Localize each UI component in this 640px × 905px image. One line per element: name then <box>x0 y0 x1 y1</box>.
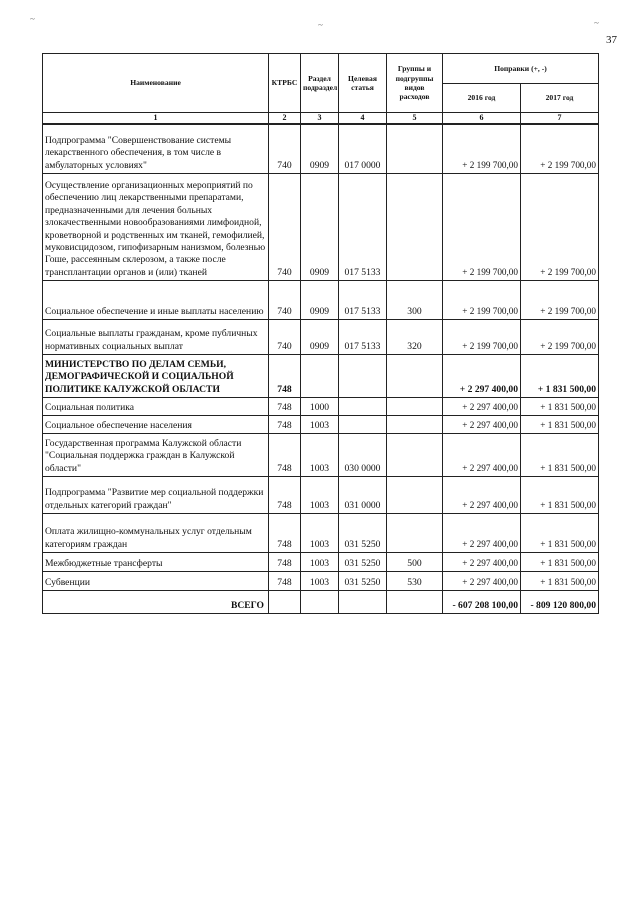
row-name: Подпрограмма "Развитие мер социальной поддержки отдельных категорий граждан" <box>43 477 269 514</box>
row-amount-2016: + 2 199 700,00 <box>443 281 521 320</box>
row-group <box>387 174 443 281</box>
header-groups: Группы и подгруппы видов расходов <box>387 54 443 113</box>
row-amount-2017: + 1 831 500,00 <box>521 514 599 553</box>
column-number-row <box>43 113 599 125</box>
row-amount-2016: + 2 297 400,00 <box>443 514 521 553</box>
row-section: 1003 <box>301 514 339 553</box>
row-name: Межбюджетные трансферты <box>43 553 269 572</box>
total-label: ВСЕГО <box>43 591 269 614</box>
row-amount-2017: + 1 831 500,00 <box>521 553 599 572</box>
row-ktrbs: 748 <box>269 553 301 572</box>
total-row <box>43 591 599 614</box>
row-section: 1003 <box>301 416 339 434</box>
row-ktrbs: 748 <box>269 572 301 591</box>
row-ktrbs: 740 <box>269 281 301 320</box>
row-amount-2016: + 2 297 400,00 <box>443 553 521 572</box>
table-row <box>43 572 599 591</box>
total-empty-cell <box>269 591 301 614</box>
row-target: 031 5250 <box>339 553 387 572</box>
total-empty-cell <box>339 591 387 614</box>
row-target: 017 5133 <box>339 281 387 320</box>
row-amount-2016: + 2 199 700,00 <box>443 124 521 174</box>
row-amount-2017: + 1 831 500,00 <box>521 355 599 398</box>
row-amount-2016: + 2 297 400,00 <box>443 355 521 398</box>
scan-speck: ~ <box>30 14 35 24</box>
row-section: 1003 <box>301 572 339 591</box>
row-name: МИНИСТЕРСТВО ПО ДЕЛАМ СЕМЬИ, ДЕМОГРАФИЧЕСКОЙ И СОЦИАЛЬНОЙ ПОЛИТИКЕ КАЛУЖСКОЙ ОБЛАСТИ <box>43 355 269 398</box>
row-section: 0909 <box>301 124 339 174</box>
row-ktrbs: 740 <box>269 174 301 281</box>
row-amount-2017: + 2 199 700,00 <box>521 320 599 355</box>
row-target: 017 0000 <box>339 124 387 174</box>
row-ktrbs: 748 <box>269 355 301 398</box>
table-row <box>43 281 599 320</box>
row-section: 1003 <box>301 477 339 514</box>
total-2017: - 809 120 800,00 <box>521 591 599 614</box>
row-name: Субвенции <box>43 572 269 591</box>
row-target: 030 0000 <box>339 434 387 477</box>
row-group <box>387 477 443 514</box>
table-row <box>43 416 599 434</box>
column-number: 1 <box>43 113 269 125</box>
row-amount-2016: + 2 297 400,00 <box>443 434 521 477</box>
row-name: Социальное обеспечение и иные выплаты населению <box>43 281 269 320</box>
row-target: 017 5133 <box>339 320 387 355</box>
total-2016: - 607 208 100,00 <box>443 591 521 614</box>
row-target: 017 5133 <box>339 174 387 281</box>
table-row <box>43 124 599 174</box>
scan-speck: ~ <box>318 20 323 30</box>
row-target: 031 5250 <box>339 514 387 553</box>
table-row <box>43 174 599 281</box>
row-target <box>339 355 387 398</box>
row-amount-2016: + 2 199 700,00 <box>443 320 521 355</box>
row-group <box>387 514 443 553</box>
table-row <box>43 514 599 553</box>
row-group <box>387 124 443 174</box>
row-target <box>339 398 387 416</box>
row-group: 320 <box>387 320 443 355</box>
row-ktrbs: 740 <box>269 320 301 355</box>
row-ktrbs: 748 <box>269 477 301 514</box>
row-name: Оплата жилищно-коммунальных услуг отдельным категориям граждан <box>43 514 269 553</box>
table-row <box>43 320 599 355</box>
header-amendments: Поправки (+, -) <box>443 54 599 84</box>
header-name: Наименование <box>43 54 269 113</box>
column-number: 4 <box>339 113 387 125</box>
row-section: 0909 <box>301 281 339 320</box>
row-group <box>387 416 443 434</box>
row-amount-2017: + 2 199 700,00 <box>521 281 599 320</box>
page-number: 37 <box>606 34 617 46</box>
row-amount-2017: + 1 831 500,00 <box>521 416 599 434</box>
row-amount-2016: + 2 297 400,00 <box>443 572 521 591</box>
row-amount-2016: + 2 297 400,00 <box>443 398 521 416</box>
row-name: Государственная программа Калужской области "Социальная поддержка граждан в Калужской области" <box>43 434 269 477</box>
total-empty-cell <box>301 591 339 614</box>
row-amount-2016: + 2 297 400,00 <box>443 416 521 434</box>
row-ktrbs: 748 <box>269 398 301 416</box>
row-section: 0909 <box>301 174 339 281</box>
row-amount-2017: + 2 199 700,00 <box>521 124 599 174</box>
header-ktrbs: КТРБС <box>269 54 301 113</box>
row-section: 1003 <box>301 434 339 477</box>
row-amount-2017: + 1 831 500,00 <box>521 477 599 514</box>
table-row <box>43 355 599 398</box>
row-ktrbs: 748 <box>269 514 301 553</box>
row-amount-2017: + 1 831 500,00 <box>521 434 599 477</box>
header-year-2016: 2016 год <box>443 83 521 113</box>
row-group <box>387 355 443 398</box>
table-row <box>43 398 599 416</box>
row-amount-2016: + 2 297 400,00 <box>443 477 521 514</box>
row-amount-2017: + 2 199 700,00 <box>521 174 599 281</box>
row-amount-2016: + 2 199 700,00 <box>443 174 521 281</box>
row-amount-2017: + 1 831 500,00 <box>521 572 599 591</box>
row-name: Социальное обеспечение населения <box>43 416 269 434</box>
row-section: 1003 <box>301 553 339 572</box>
row-name: Социальная политика <box>43 398 269 416</box>
total-empty-cell <box>387 591 443 614</box>
row-name: Подпрограмма "Совершенствование системы лекарственного обеспечения, в том числе в амбулаторных условиях" <box>43 124 269 174</box>
header-section: Раздел подраздел <box>301 54 339 113</box>
row-target: 031 0000 <box>339 477 387 514</box>
column-number: 7 <box>521 113 599 125</box>
row-amount-2017: + 1 831 500,00 <box>521 398 599 416</box>
table-row <box>43 553 599 572</box>
row-name: Осуществление организационных мероприятий по обеспечению лиц лекарственными препаратами, предназначенными для лечения больных злокачественными новообразованиями лимфоидной, кроветворной и родственных им тканей, гемофилией, муковисцидозом, гипофизарным нанизмом, болезнью Гоше, рассеянным склерозом, а также после трансплантации органов и (или) тканей <box>43 174 269 281</box>
header-target: Целевая статья <box>339 54 387 113</box>
row-ktrbs: 748 <box>269 416 301 434</box>
row-target: 031 5250 <box>339 572 387 591</box>
column-number: 2 <box>269 113 301 125</box>
column-number: 5 <box>387 113 443 125</box>
row-group <box>387 434 443 477</box>
row-ktrbs: 740 <box>269 124 301 174</box>
row-ktrbs: 748 <box>269 434 301 477</box>
row-group: 500 <box>387 553 443 572</box>
row-name: Социальные выплаты гражданам, кроме публичных нормативных социальных выплат <box>43 320 269 355</box>
row-group <box>387 398 443 416</box>
row-target <box>339 416 387 434</box>
row-group: 530 <box>387 572 443 591</box>
table-body <box>43 113 599 591</box>
column-number: 3 <box>301 113 339 125</box>
budget-amendments-table <box>42 53 599 614</box>
scan-speck: ~ <box>594 18 599 28</box>
row-section: 1000 <box>301 398 339 416</box>
table-row <box>43 477 599 514</box>
header-year-2017: 2017 год <box>521 83 599 113</box>
row-section <box>301 355 339 398</box>
column-number: 6 <box>443 113 521 125</box>
row-section: 0909 <box>301 320 339 355</box>
row-group: 300 <box>387 281 443 320</box>
table-row <box>43 434 599 477</box>
